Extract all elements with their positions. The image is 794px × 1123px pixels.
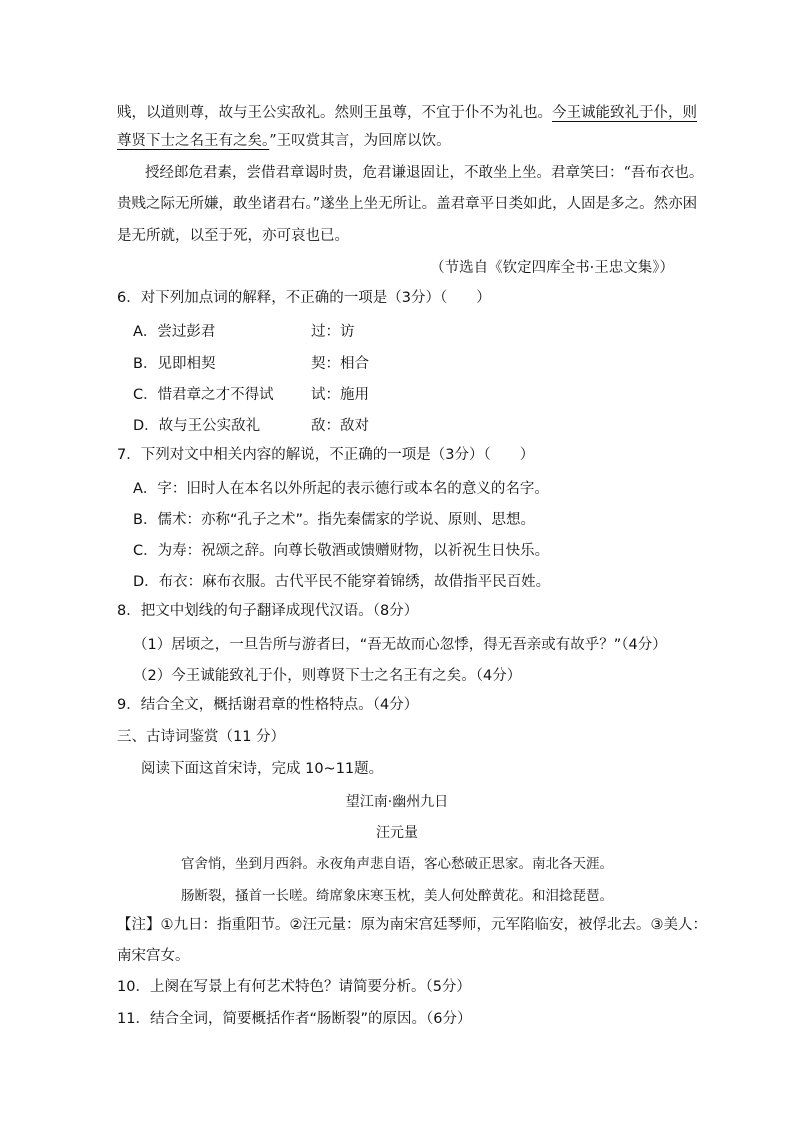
section-intro: 阅读下面这首宋诗，完成 10~11题。	[141, 761, 384, 777]
q10-stem: 10．上阕在写景上有何艺术特色？请简要分析。（5分）	[117, 979, 471, 995]
q7-option-b: B．儒术：亦称“孔子之术”。指先秦儒家的学说、原则、思想。	[133, 512, 535, 528]
q6-option-d-gloss: 敌：敌对	[311, 418, 369, 434]
passage-line-2	[117, 131, 451, 151]
passage-source: （节选自《钦定四库全书·王忠文集》）	[430, 260, 674, 276]
q6-option-a: A．尝过彭君	[133, 324, 216, 340]
passage-line-4: 贵贱之际无所嫌，敢坐诸君右。”遂坐上坐无所让。盖君章平日类如此，人固是多之。然亦困	[117, 196, 698, 212]
q6-option-a-gloss: 过：访	[311, 324, 355, 340]
poem-line-1: 官舍悄，坐到月西斜。永夜角声悲自语，客心愁破正思家。南北各天涯。	[181, 856, 613, 872]
q7-option-c: C．为寿：祝颂之辞。向尊长敬酒或馈赠财物，以祈祝生日快乐。	[133, 543, 550, 559]
q6-option-c-gloss: 试：施用	[311, 387, 369, 403]
underlined-sentence: 今王诚能致礼于仆，则	[552, 105, 697, 121]
passage-line-5: 是无所就，以至于死，亦可哀也已。	[117, 228, 349, 244]
poem-note-line-1: 【注】①九日：指重阳节。②汪元量：原为南宋宫廷琴师，元军陷临安，被俘北去。③美人：	[117, 917, 707, 933]
passage-line-3: 授经郎危君素，尝借君章谒时贵，危君谦退固让，不敢坐上坐。君章笑曰：“吾布衣也。	[145, 165, 704, 181]
poem-author: 汪元量	[376, 825, 418, 841]
passage-text: 贱，以道则尊，故与王公实敌礼。然则王虽尊，不宜于仆不为礼也。	[117, 105, 552, 121]
passage-line-1	[117, 103, 697, 123]
underlined-sentence: 尊贤下士之名王有之矣。	[117, 133, 270, 149]
poem-line-2: 肠断裂，搔首一长嗟。绮席象床寒玉枕，美人何处醉黄花。和泪捻琵琶。	[181, 888, 613, 904]
q6-option-b-gloss: 契：相合	[311, 356, 369, 372]
q8-stem: 8．把文中划线的句子翻译成现代汉语。（8分）	[117, 603, 419, 619]
q6-option-d: D．故与王公实敌礼	[133, 418, 261, 434]
poem-note-line-2: 南宋宫女。	[117, 948, 190, 964]
q7-option-d: D．布衣：麻布衣服。古代平民不能穿着锦绣，故借指平民百姓。	[133, 574, 551, 590]
q11-stem: 11．结合全词，简要概括作者“肠断裂”的原因。（6分）	[117, 1011, 472, 1027]
q8-item-1: （1）居顷之，一旦告所与游者曰，“吾无故而心忽悸，得无吾亲或有故乎？”（4分）	[133, 637, 667, 653]
q7-option-a: A．字：旧时人在本名以外所起的表示德行或本名的意义的名字。	[133, 481, 549, 497]
poem-title: 望江南·幽州九日	[345, 794, 449, 810]
q6-option-c: C．惜君章之才不得试	[133, 387, 274, 403]
section-heading: 三、古诗词鉴赏（11 分）	[117, 729, 286, 745]
q9-stem: 9．结合全文，概括谢君章的性格特点。（4分）	[117, 697, 419, 713]
q6-option-b: B．见即相契	[133, 356, 216, 372]
passage-text: ”王叹赏其言，为回席以饮。	[269, 133, 451, 149]
q7-stem: 7．下列对文中相关内容的解说，不正确的一项是（3分）（ ）	[117, 447, 535, 463]
q6-stem: 6．对下列加点词的解释，不正确的一项是（3分）（ ）	[117, 290, 491, 306]
q8-item-2: （2）今王诚能致礼于仆，则尊贤下士之名王有之矣。（4分）	[133, 668, 522, 684]
